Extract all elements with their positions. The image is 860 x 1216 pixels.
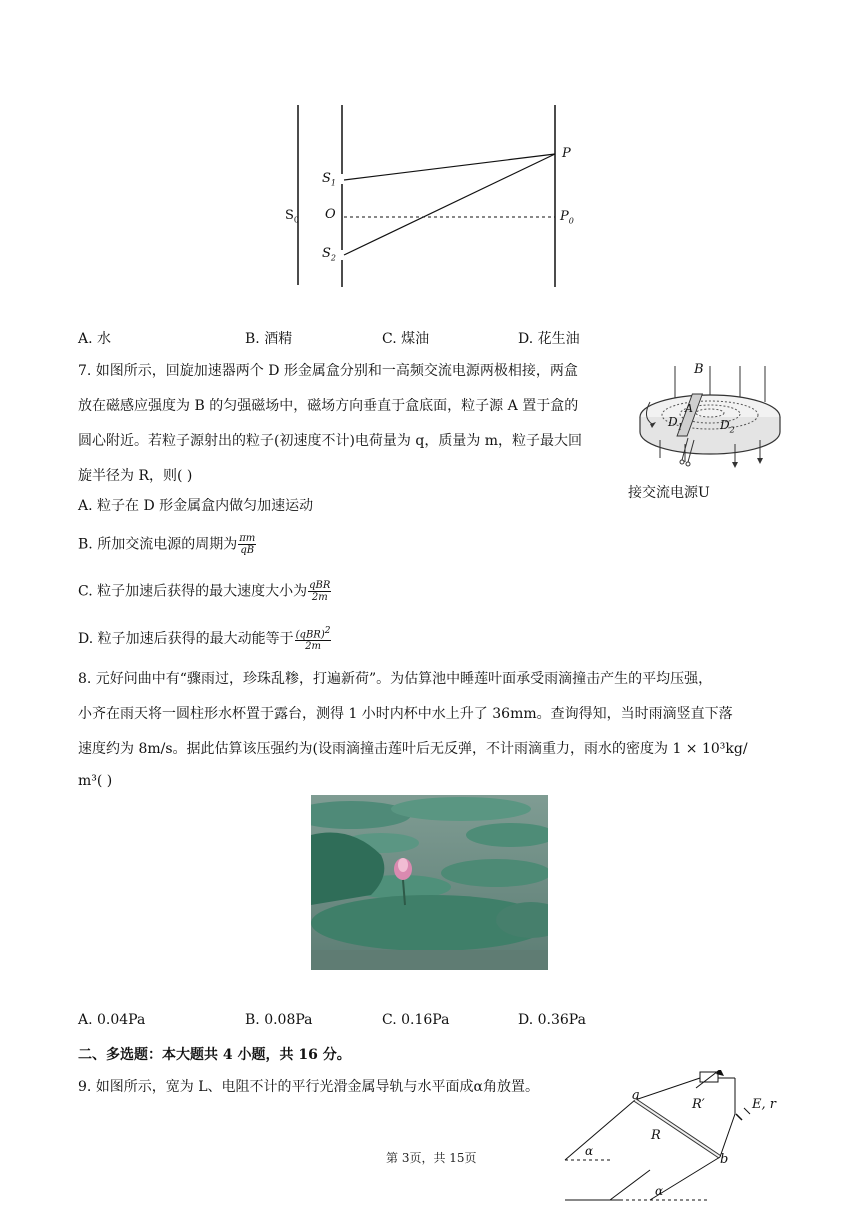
label-P0: $P_0$ — [560, 209, 574, 226]
cyclotron-label-D1: $D_1$ — [668, 415, 683, 432]
q7-line-1: 7. 如图所示，回旋加速器两个 D 形金属盒分别和一高频交流电源两极相接，两盒 — [78, 363, 578, 379]
q8-line-2: 小齐在雨天将一圆柱形水杯置于露台，测得 1 小时内杯中水上升了 36mm。查询得知，当时雨滴竖直下落 — [78, 706, 733, 722]
q8-line-4: m³( ) — [78, 773, 113, 789]
page-footer: 第 3页，共 15页 — [386, 1151, 477, 1165]
q8-option-d: D. 0.36Pa — [518, 1012, 586, 1028]
q9-line-1: 9. 如图所示，宽为 L、电阻不计的平行光滑金属导轨与水平面成α角放置。 — [78, 1079, 540, 1095]
q6-option-b: B. 酒精 — [245, 331, 293, 347]
q7-option-c: C. 粒子加速后获得的最大速度大小为 $\frac{\text{qBR}}{2m}$ — [78, 580, 331, 603]
label-S1: $S_1$ — [322, 171, 336, 188]
label-O: O — [325, 207, 336, 222]
q8-option-b: B. 0.08Pa — [245, 1012, 313, 1028]
cyclotron-label-A: A — [685, 402, 693, 415]
double-slit-figure — [270, 100, 590, 295]
cyclotron-label-D2: $D_2$ — [720, 418, 735, 435]
section-multiple-choice-heading: 二、多选题：本大题共 4 小题，共 16 分。 — [78, 1047, 351, 1063]
q6-option-d: D. 花生油 — [518, 331, 580, 347]
q7-option-b: B. 所加交流电源的周期为 $\frac{\pi m}{qB}$ — [78, 533, 256, 556]
label-P: P — [562, 146, 571, 161]
rail-label-R: R — [651, 1128, 661, 1143]
rail-label-Rprime: R′ — [692, 1097, 705, 1112]
cyclotron-caption: 接交流电源U — [628, 485, 710, 501]
q8-line-1: 8. 元好问曲中有“骤雨过，珍珠乱糁，打遍新荷”。为估算池中睡莲叶面承受雨滴撞击产生的平均压强， — [78, 671, 713, 687]
rail-label-a: a — [632, 1088, 640, 1103]
q8-option-a: A. 0.04Pa — [78, 1012, 146, 1028]
q7-line-3: 圆心附近。若粒子源射出的粒子(初速度不计)电荷量为 q，质量为 m，粒子最大回 — [78, 433, 583, 449]
rail-label-E: E, r — [752, 1097, 776, 1112]
rail-label-b: b — [720, 1152, 729, 1167]
cyclotron-figure — [620, 362, 790, 482]
q7-option-d: D. 粒子加速后获得的最大动能等于 $\frac{(qBR)^2}{2m}$ — [78, 626, 331, 653]
q8-line-3: 速度约为 8m/s。据此估算该压强约为(设雨滴撞击莲叶后无反弹，不计雨滴重力，雨水的密度为 1 × 10³kg/ — [78, 741, 748, 757]
q6-option-c: C. 煤油 — [382, 331, 430, 347]
q6-option-a: A. 水 — [78, 331, 112, 347]
label-S0: $S_0$ — [285, 208, 299, 225]
rail-circuit-figure — [560, 1070, 800, 1210]
label-S2: $S_2$ — [322, 246, 336, 263]
q7-option-a: A. 粒子在 D 形金属盒内做匀加速运动 — [78, 498, 314, 514]
rail-label-alpha-1: α — [585, 1144, 594, 1158]
lotus-pond-photo — [311, 795, 548, 970]
cyclotron-label-B: B — [694, 362, 704, 377]
q8-option-c: C. 0.16Pa — [382, 1012, 450, 1028]
q7-line-2: 放在磁感应强度为 B 的匀强磁场中，磁场方向垂直于盒底面，粒子源 A 置于盒的 — [78, 398, 579, 414]
rail-label-alpha-2: α — [655, 1184, 664, 1198]
q7-line-4: 旋半径为 R，则( ) — [78, 468, 193, 484]
